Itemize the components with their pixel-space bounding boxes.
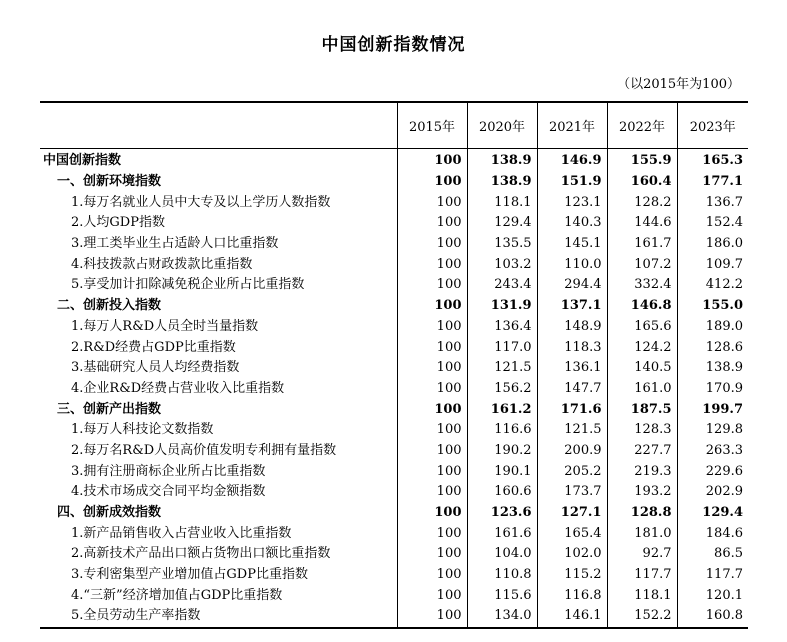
table-row: [40, 234, 748, 255]
row-value-2021: 171.6: [537, 399, 607, 420]
row-value-2023: 165.3: [677, 149, 748, 172]
table-row: [40, 213, 748, 234]
row-value-2022: 128.8: [607, 503, 677, 524]
row-label: 1.每万人R&D人员全时当量指数: [71, 318, 259, 334]
row-value-2022: 165.6: [607, 317, 677, 338]
row-value-2015: 100: [397, 441, 467, 462]
row-value-2020: 160.6: [467, 482, 537, 503]
table-row: [40, 317, 748, 338]
row-label: 3.基础研究人员人均经费指数: [71, 360, 240, 376]
row-value-2023: 109.7: [677, 254, 748, 275]
row-value-2023: 152.4: [677, 213, 748, 234]
row-value-2015: 100: [397, 317, 467, 338]
row-value-2022: 193.2: [607, 482, 677, 503]
row-label: 中国创新指数: [43, 153, 122, 169]
row-value-2023: 129.4: [677, 503, 748, 524]
row-value-2015: 100: [397, 275, 467, 296]
header-2023: 2023年: [677, 102, 748, 149]
table-row: [40, 544, 748, 565]
table-row: [40, 192, 748, 213]
row-value-2023: 263.3: [677, 441, 748, 462]
row-value-2015: 100: [397, 358, 467, 379]
header-2022: 2022年: [607, 102, 677, 149]
row-value-2020: 161.6: [467, 523, 537, 544]
row-value-2022: 161.7: [607, 234, 677, 255]
table-row: [40, 420, 748, 441]
row-value-2022: 144.6: [607, 213, 677, 234]
row-value-2021: 165.4: [537, 523, 607, 544]
row-value-2020: 134.0: [467, 606, 537, 628]
row-value-2022: 118.1: [607, 585, 677, 606]
row-value-2022: 181.0: [607, 523, 677, 544]
row-label: 4.科技拨款占财政拨款比重指数: [71, 256, 253, 272]
row-value-2020: 161.2: [467, 399, 537, 420]
row-value-2021: 137.1: [537, 296, 607, 317]
table-row: [40, 523, 748, 544]
row-value-2021: 173.7: [537, 482, 607, 503]
row-value-2023: 86.5: [677, 544, 748, 565]
row-value-2022: 152.2: [607, 606, 677, 628]
row-label: 4.技术市场成交合同平均金额指数: [71, 484, 266, 500]
row-value-2021: 145.1: [537, 234, 607, 255]
table-row: [40, 172, 748, 193]
row-value-2022: 155.9: [607, 149, 677, 172]
header-2021: 2021年: [537, 102, 607, 149]
table-row: [40, 149, 748, 172]
row-value-2020: 103.2: [467, 254, 537, 275]
row-label: 4.企业R&D经费占营业收入比重指数: [71, 380, 285, 396]
row-value-2021: 136.1: [537, 358, 607, 379]
row-value-2020: 116.6: [467, 420, 537, 441]
row-value-2015: 100: [397, 399, 467, 420]
row-value-2015: 100: [397, 565, 467, 586]
row-value-2022: 92.7: [607, 544, 677, 565]
row-label: 1.每万人科技论文数指数: [71, 422, 214, 438]
row-value-2021: 148.9: [537, 317, 607, 338]
row-value-2020: 118.1: [467, 192, 537, 213]
row-value-2021: 127.1: [537, 503, 607, 524]
row-value-2022: 117.7: [607, 565, 677, 586]
row-value-2022: 161.0: [607, 379, 677, 400]
table-row: [40, 503, 748, 524]
row-label: 一、创新环境指数: [57, 174, 162, 190]
unit-note: （以2015年为100）: [617, 77, 740, 92]
row-value-2020: 138.9: [467, 149, 537, 172]
row-value-2023: 186.0: [677, 234, 748, 255]
row-value-2020: 117.0: [467, 337, 537, 358]
row-value-2023: 199.7: [677, 399, 748, 420]
table-row: [40, 275, 748, 296]
row-value-2021: 205.2: [537, 461, 607, 482]
row-value-2023: 184.6: [677, 523, 748, 544]
row-value-2020: 104.0: [467, 544, 537, 565]
row-label: 3.理工类毕业生占适龄人口比重指数: [71, 236, 279, 252]
row-value-2020: 121.5: [467, 358, 537, 379]
header-indicator: [40, 102, 397, 149]
table-row: [40, 482, 748, 503]
row-value-2020: 138.9: [467, 172, 537, 193]
row-value-2020: 110.8: [467, 565, 537, 586]
table-row: [40, 337, 748, 358]
row-value-2020: 136.4: [467, 317, 537, 338]
table-row: [40, 606, 748, 628]
row-value-2021: 116.8: [537, 585, 607, 606]
table-row: [40, 461, 748, 482]
row-value-2020: 190.2: [467, 441, 537, 462]
row-label: 1.每万名就业人员中大专及以上学历人数指数: [71, 194, 331, 210]
table-header-row: [40, 102, 748, 149]
table-row: [40, 441, 748, 462]
row-value-2023: 229.6: [677, 461, 748, 482]
row-value-2023: 138.9: [677, 358, 748, 379]
row-value-2021: 147.7: [537, 379, 607, 400]
row-value-2023: 412.2: [677, 275, 748, 296]
row-value-2020: 131.9: [467, 296, 537, 317]
row-label: 2.R&D经费占GDP比重指数: [71, 339, 236, 355]
row-value-2021: 140.3: [537, 213, 607, 234]
row-value-2015: 100: [397, 213, 467, 234]
row-value-2015: 100: [397, 606, 467, 628]
row-value-2015: 100: [397, 379, 467, 400]
row-label: 4.“三新”经济增加值占GDP比重指数: [71, 587, 283, 603]
row-value-2015: 100: [397, 544, 467, 565]
row-value-2022: 160.4: [607, 172, 677, 193]
table-row: [40, 358, 748, 379]
row-value-2021: 200.9: [537, 441, 607, 462]
row-value-2023: 170.9: [677, 379, 748, 400]
row-label: 2.每万名R&D人员高价值发明专利拥有量指数: [71, 442, 337, 458]
row-value-2023: 189.0: [677, 317, 748, 338]
table-row: [40, 296, 748, 317]
row-value-2015: 100: [397, 172, 467, 193]
row-value-2022: 128.2: [607, 192, 677, 213]
row-value-2015: 100: [397, 420, 467, 441]
row-value-2015: 100: [397, 482, 467, 503]
table-row: [40, 379, 748, 400]
table-row: [40, 254, 748, 275]
row-value-2021: 151.9: [537, 172, 607, 193]
innovation-index-table: [40, 101, 748, 629]
row-label: 3.专利密集型产业增加值占GDP比重指数: [71, 567, 308, 583]
row-value-2020: 123.6: [467, 503, 537, 524]
row-value-2022: 128.3: [607, 420, 677, 441]
row-label: 四、创新成效指数: [57, 505, 162, 521]
row-value-2022: 227.7: [607, 441, 677, 462]
row-label: 1.新产品销售收入占营业收入比重指数: [71, 525, 292, 541]
row-label: 3.拥有注册商标企业所占比重指数: [71, 463, 266, 479]
row-value-2021: 121.5: [537, 420, 607, 441]
row-value-2021: 123.1: [537, 192, 607, 213]
row-value-2022: 219.3: [607, 461, 677, 482]
row-value-2022: 146.8: [607, 296, 677, 317]
row-value-2021: 146.9: [537, 149, 607, 172]
row-value-2020: 243.4: [467, 275, 537, 296]
row-value-2021: 118.3: [537, 337, 607, 358]
row-value-2015: 100: [397, 585, 467, 606]
row-label: 三、创新产出指数: [57, 401, 162, 417]
row-value-2015: 100: [397, 254, 467, 275]
row-value-2015: 100: [397, 503, 467, 524]
row-value-2021: 146.1: [537, 606, 607, 628]
row-label: 二、创新投入指数: [57, 298, 162, 314]
row-value-2020: 190.1: [467, 461, 537, 482]
table-row: [40, 399, 748, 420]
header-2015: 2015年: [397, 102, 467, 149]
row-value-2023: 120.1: [677, 585, 748, 606]
row-value-2020: 156.2: [467, 379, 537, 400]
row-value-2023: 177.1: [677, 172, 748, 193]
row-value-2023: 136.7: [677, 192, 748, 213]
row-value-2015: 100: [397, 149, 467, 172]
row-value-2022: 332.4: [607, 275, 677, 296]
row-value-2015: 100: [397, 234, 467, 255]
row-label: 5.全员劳动生产率指数: [40, 606, 397, 628]
row-value-2022: 140.5: [607, 358, 677, 379]
row-value-2015: 100: [397, 523, 467, 544]
row-value-2022: 107.2: [607, 254, 677, 275]
row-value-2015: 100: [397, 192, 467, 213]
table-row: [40, 565, 748, 586]
header-2020: 2020年: [467, 102, 537, 149]
row-value-2023: 160.8: [677, 606, 748, 628]
row-value-2015: 100: [397, 296, 467, 317]
row-label: 2.高新技术产品出口额占货物出口额比重指数: [71, 546, 331, 562]
row-value-2023: 129.8: [677, 420, 748, 441]
row-value-2021: 110.0: [537, 254, 607, 275]
table-row: [40, 585, 748, 606]
row-value-2020: 135.5: [467, 234, 537, 255]
row-value-2022: 124.2: [607, 337, 677, 358]
page-title: 中国创新指数情况: [321, 35, 466, 55]
row-value-2021: 294.4: [537, 275, 607, 296]
row-label: 2.人均GDP指数: [71, 215, 165, 231]
row-value-2015: 100: [397, 461, 467, 482]
row-value-2023: 155.0: [677, 296, 748, 317]
row-value-2020: 129.4: [467, 213, 537, 234]
row-value-2023: 202.9: [677, 482, 748, 503]
row-value-2023: 117.7: [677, 565, 748, 586]
row-value-2021: 115.2: [537, 565, 607, 586]
row-value-2023: 128.6: [677, 337, 748, 358]
row-value-2020: 115.6: [467, 585, 537, 606]
row-value-2022: 187.5: [607, 399, 677, 420]
row-value-2015: 100: [397, 337, 467, 358]
row-label: 5.享受加计扣除减免税企业所占比重指数: [71, 277, 305, 293]
row-value-2021: 102.0: [537, 544, 607, 565]
